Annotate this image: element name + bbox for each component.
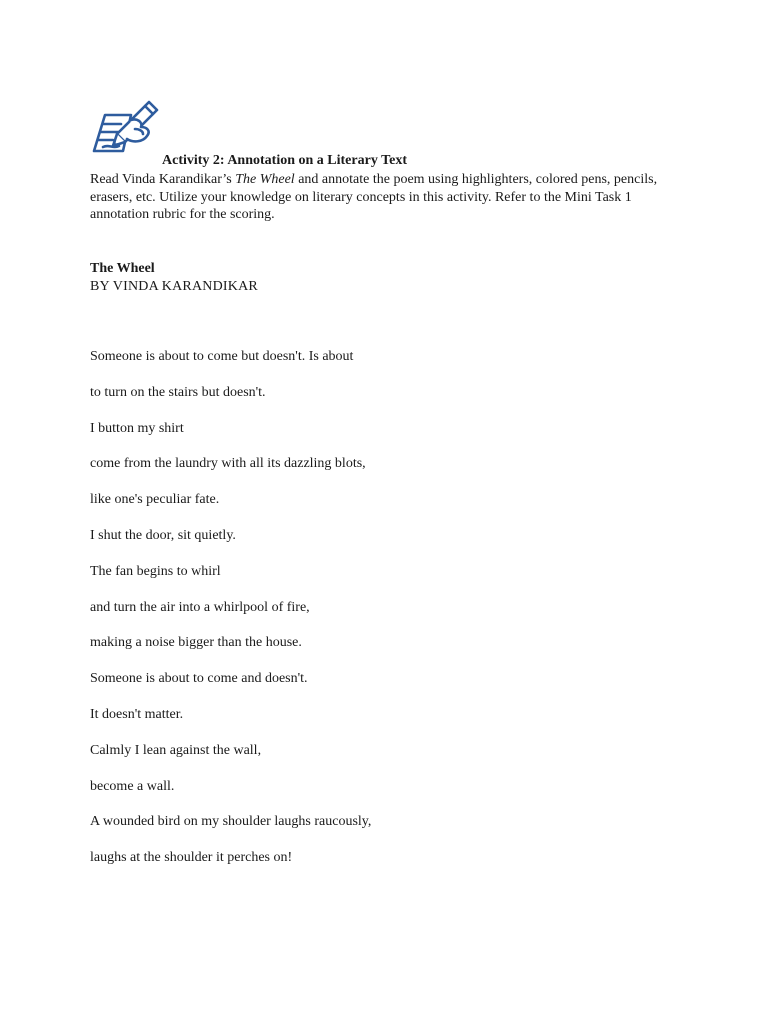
poem-line: come from the laundry with all its dazzling blots, bbox=[90, 456, 366, 472]
poem-line: I button my shirt bbox=[90, 420, 184, 436]
poem-line: like one's peculiar fate. bbox=[90, 492, 220, 508]
poem-line: Someone is about to come but doesn't. Is about bbox=[90, 349, 354, 364]
activity-title: Activity 2: Annotation on a Literary Text bbox=[162, 153, 407, 168]
poem-line: become a wall. bbox=[90, 778, 175, 794]
instructions-text-start: Read Vinda Karandikar’s bbox=[90, 172, 236, 187]
instructions-text-end: and annotate the poem using highlighters, colored pens, pencils, erasers, etc. Utilize your knowledge on literary concepts in this activity. Refer to the Mini Task 1 annotation rubric for the scoring. bbox=[90, 172, 658, 222]
poem-line: and turn the air into a whirlpool of fire, bbox=[90, 599, 310, 615]
instructions-poem-title: The Wheel bbox=[235, 172, 295, 187]
pen-writing-icon bbox=[91, 93, 161, 157]
poem-line: Someone is about to come and doesn't. bbox=[90, 671, 308, 687]
poem-line: It doesn't matter. bbox=[90, 706, 184, 722]
poem-author: BY VINDA KARANDIKAR bbox=[90, 279, 258, 294]
poem-line: A wounded bird on my shoulder laughs raucously, bbox=[90, 814, 372, 830]
poem-line: to turn on the stairs but doesn't. bbox=[90, 384, 266, 400]
poem-line: laughs at the shoulder it perches on! bbox=[90, 850, 293, 866]
poem-title: The Wheel bbox=[90, 261, 155, 276]
poem-line: I shut the door, sit quietly. bbox=[90, 527, 236, 543]
poem-line: Calmly I lean against the wall, bbox=[90, 742, 262, 758]
poem-lines bbox=[90, 348, 371, 885]
poem-line: making a noise bigger than the house. bbox=[90, 635, 302, 651]
poem-line: The fan begins to whirl bbox=[90, 563, 221, 579]
activity-instructions bbox=[90, 171, 670, 224]
